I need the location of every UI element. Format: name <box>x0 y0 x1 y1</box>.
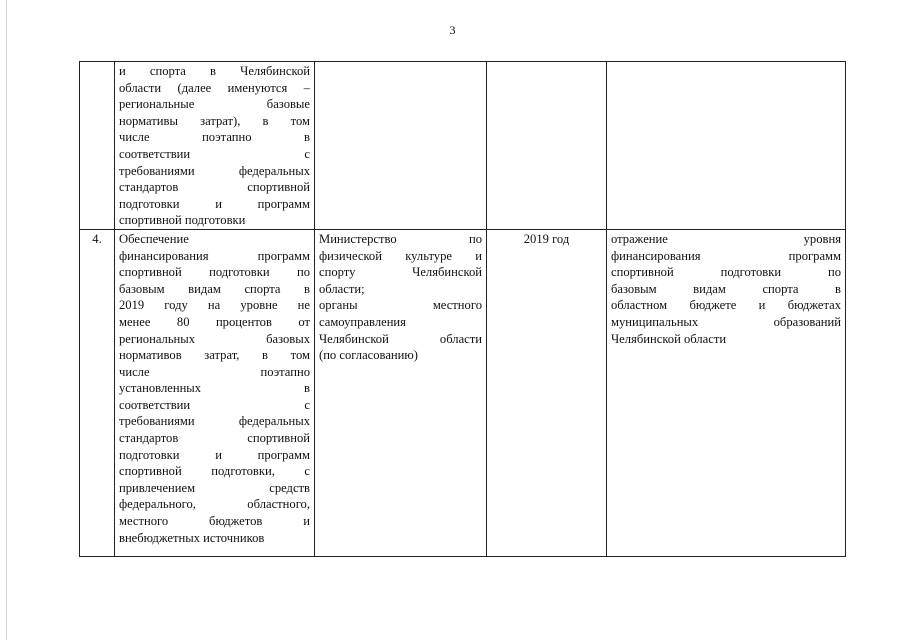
text-line: нормативов затрат, в том <box>119 348 310 363</box>
text-line: базовым видам спорта в <box>119 281 310 296</box>
result-cell <box>607 62 846 230</box>
text-line: нормативы затрат), в том <box>119 113 310 128</box>
text-line: (по согласованию) <box>319 348 419 363</box>
text-line: Обеспечение <box>119 231 189 246</box>
text-line: подготовки и программ <box>119 196 310 211</box>
text-line: Челябинской области <box>611 331 727 346</box>
text-line: органы местного <box>319 298 482 313</box>
text-line: спорту Челябинской <box>319 265 482 280</box>
text-line: установленных в <box>119 381 310 396</box>
text-line: региональные базовые <box>119 97 310 112</box>
text-line: подготовки и программ <box>119 447 310 462</box>
text-line: региональных базовых <box>119 331 310 346</box>
text-line: области (далее именуются – <box>119 80 310 95</box>
responsible-cell <box>315 62 487 230</box>
text-line: стандартов спортивной <box>119 431 310 446</box>
row-number: 4. <box>80 229 115 556</box>
text-line: федерального, областного, <box>119 497 310 512</box>
text-line: спортивной подготовки по <box>119 265 310 280</box>
activity-cell <box>115 62 315 230</box>
number-cell <box>80 62 115 230</box>
text-line: соответствии с <box>119 397 310 412</box>
activity-text <box>119 231 310 546</box>
term-cell: 2019 год <box>487 229 607 556</box>
text-line: спортивной подготовки <box>119 213 246 228</box>
text-line: соответствии с <box>119 146 310 161</box>
text-line: менее 80 процентов от <box>119 314 310 329</box>
table-row <box>80 229 846 556</box>
activity-text <box>119 63 310 229</box>
text-line: числе поэтапно <box>119 364 310 379</box>
text-line: областном бюджете и бюджетах <box>611 298 841 313</box>
text-line: требованиями федеральных <box>119 414 310 429</box>
term-cell <box>487 62 607 230</box>
activity-cell <box>115 229 315 556</box>
responsible-cell <box>315 229 487 556</box>
page-number: 3 <box>449 23 456 37</box>
responsible-text <box>319 231 482 364</box>
result-text <box>611 231 841 347</box>
text-line: 2019 году на уровне не <box>119 298 310 313</box>
text-line: привлечением средств <box>119 480 310 495</box>
result-cell <box>607 229 846 556</box>
text-line: финансирования программ <box>611 248 841 263</box>
text-line: области; <box>319 281 365 296</box>
text-line: стандартов спортивной <box>119 180 310 195</box>
text-line: Челябинской области <box>319 331 482 346</box>
text-line: числе поэтапно в <box>119 130 310 145</box>
text-line: самоуправления <box>319 314 406 329</box>
text-line: Министерство по <box>319 231 482 246</box>
text-line: отражение уровня <box>611 231 841 246</box>
text-line: спортивной подготовки, с <box>119 464 310 479</box>
table-row <box>80 62 846 230</box>
text-line: внебюджетных источников <box>119 530 265 545</box>
text-line: и спорта в Челябинской <box>119 64 310 78</box>
text-line: физической культуре и <box>319 248 482 263</box>
text-line: базовым видам спорта в <box>611 281 841 296</box>
activities-table <box>79 61 846 557</box>
text-line: требованиями федеральных <box>119 163 310 178</box>
page-edge-line <box>6 0 7 640</box>
text-line: финансирования программ <box>119 248 310 263</box>
text-line: муниципальных образований <box>611 314 841 329</box>
text-line: местного бюджетов и <box>119 514 310 529</box>
text-line: спортивной подготовки по <box>611 265 841 280</box>
